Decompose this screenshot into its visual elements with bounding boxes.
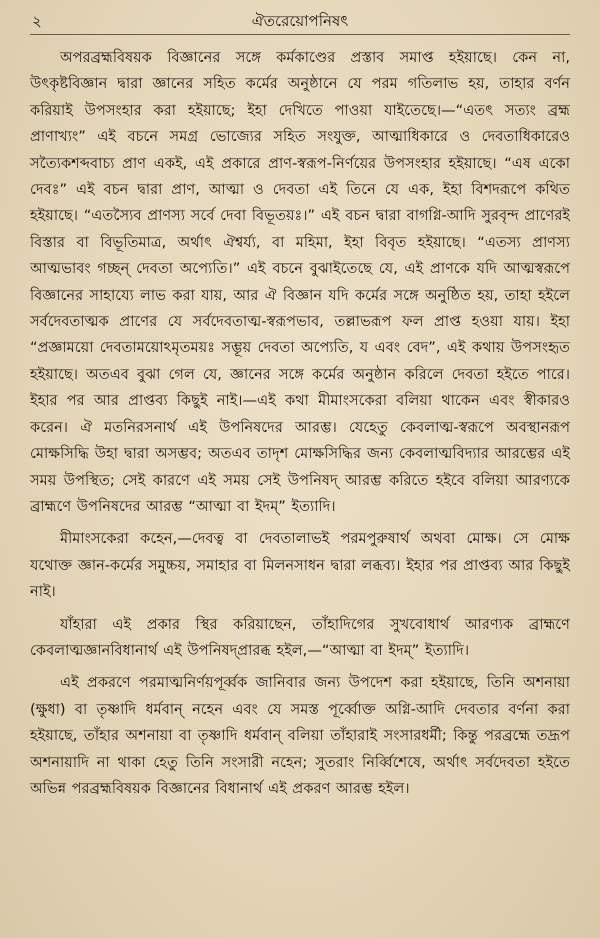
paragraph-2: মীমাংসকেরা কহেন,—দেবত্ব বা দেবতালাভই পরমপুরুষার্থ অথবা মোক্ষ। সে মোক্ষ যথোক্ত জ্ঞান-কর্মের সমুচ্চয়, সমাহার বা মিলনসাধন দ্বারা লব্ধব্য। ইহার পর প্রাপ্তব্য আর কিছুই নাই।: [30, 530, 570, 601]
paragraph-4: এই প্রকরণে পরমাত্মনির্ণয়পূর্ব্বক জানিবার জন্য উপদেশ করা হইয়াছে, তিনি অশনায়া (ক্ষুধা) বা তৃষ্ণাদি ধর্মবান্ নহেন এবং যে সমস্ত পূর্ব্বোক্ত অগ্নি-আদি দেবতার বর্ণনা করা হইয়াছে, তাঁহার অশনায়া বা তৃষ্ণাদি ধর্মবান্ বলিয়া তাঁহারাই সংসারধর্মী; কিন্তু পরব্রহ্মে তদ্রূপ অশনায়াদি না থাকা হেতু তিনি সংসারী নহেন; সুতরাং নির্ব্বিশেষে, অর্থাৎ সর্বদেবতা হইতে অভিন্ন পরব্রহ্মবিষয়ক বিজ্ঞানের বিধানার্থ এই প্রকরণ আরম্ভ হইল।: [30, 674, 570, 797]
body-text: [30, 45, 570, 802]
page-number: ২: [32, 12, 42, 30]
running-title: ঐতরেয়োপনিষৎ: [251, 12, 349, 30]
paragraph-1: অপরব্রহ্মবিষয়ক বিজ্ঞানের সঙ্গে কর্মকাণ্ডের প্রস্তাব সমাপ্ত হইয়াছে। কেন না, উৎকৃষ্টবিজ্ঞান দ্বারা জ্ঞানের সহিত কর্মের অনুষ্ঠানে যে পরম গতিলাভ হয়, তাহার বর্ণন করিয়াই উপসংহার করা হইয়াছে; ইহা দেখিতে পাওয়া যাইতেছে।—“এতৎ সত্যং ব্রহ্ম প্রাণাখ্যং” এই বচনে সমগ্র ভোজ্যের সহিত সংযুক্ত, আত্মাধিকারে ও দেবতাধিকারেও সত্যৈকশব্দবাচ্য প্রাণ একই, এই প্রকারে প্রাণ-স্বরূপ-নির্ণয়ের উপসংহার হইয়াছে। “এষ একো দেবঃ” এই বচন দ্বারা প্রাণ, আত্মা ও দেবতা এই তিনে যে এক, ইহা বিশদরূপে কথিত হইয়াছে। “এতস্যৈব প্রাণস্য সর্বে দেবা বিভূতয়ঃ।” এই বচন দ্বারা বাগগ্নি-আদি সুরবৃন্দ প্রাণেরই বিস্তার বা বিভূতিমাত্র, অর্থাৎ ঐশ্বর্য্য, বা মহিমা, ইহা বিবৃত হইয়াছে। “এতস্য প্রাণস্য আত্মভাবং গচ্ছন্ দেবতা অপ্যেতি।” এই বচনে বুঝাইতেছে যে, এই প্রাণকে যদি আত্মস্বরূপে বিজ্ঞানের সাহায্যে লাভ করা যায়, আর ঐ বিজ্ঞান যদি কর্মের সঙ্গে অনুষ্ঠিত হয়, তাহা হইলে সর্বদেবতাত্মক প্রাণের যে সর্বদেবতাত্ম-স্বরূপভাব, তল্লাভরূপ ফল প্রাপ্ত হওয়া যায়। ইহা “প্রজ্ঞাময়ো দেবতাময়োঽমৃতময়ঃ সম্ভূয় দেবতা অপ্যেতি, য এবং বেদ”, এই কথায় উপসংহৃত হইয়াছে। অতএব বুঝা গেল যে, জ্ঞানের সঙ্গে কর্মের অনুষ্ঠান করিলে দেবতা হইতে পারে। ইহার পর আর প্রাপ্তব্য কিছুই নাই।—এই কথা মীমাংসকেরা বলিয়া থাকেন এবং স্বীকারও করেন। ঐ মতনিরসনার্থ এই উপনিষদের আরম্ভ। যেহেতু কেবলাত্ম-স্বরূপে অবস্থানরূপ মোক্ষসিদ্ধি উহা দ্বারা অসম্ভব; অতএব তাদৃশ মোক্ষসিদ্ধির জন্য কেবলাত্মবিদ্যার আরম্ভের এই সময় উপস্থিত; সেই কারণে এই সময় সেই উপনিষদ্ আরম্ভ করিতে হইবে বলিয়া আরণ্যকে ব্রাহ্মণে উপনিষদের আরম্ভ “আত্মা বা ইদম্” ইত্যাদি।: [30, 49, 570, 515]
page-header: [30, 8, 570, 35]
paragraph-3: যাঁহারা এই প্রকার স্থির করিয়াছেন, তাঁহাদিগের সুখবোধার্থ আরণ্যক ব্রাহ্মণে কেবলাত্মজ্ঞানবিধানার্থ এই উপনিষদ্‌প্রারব্ধ হইল,—“আত্মা বা ইদম্” ইত্যাদি।: [30, 615, 570, 659]
